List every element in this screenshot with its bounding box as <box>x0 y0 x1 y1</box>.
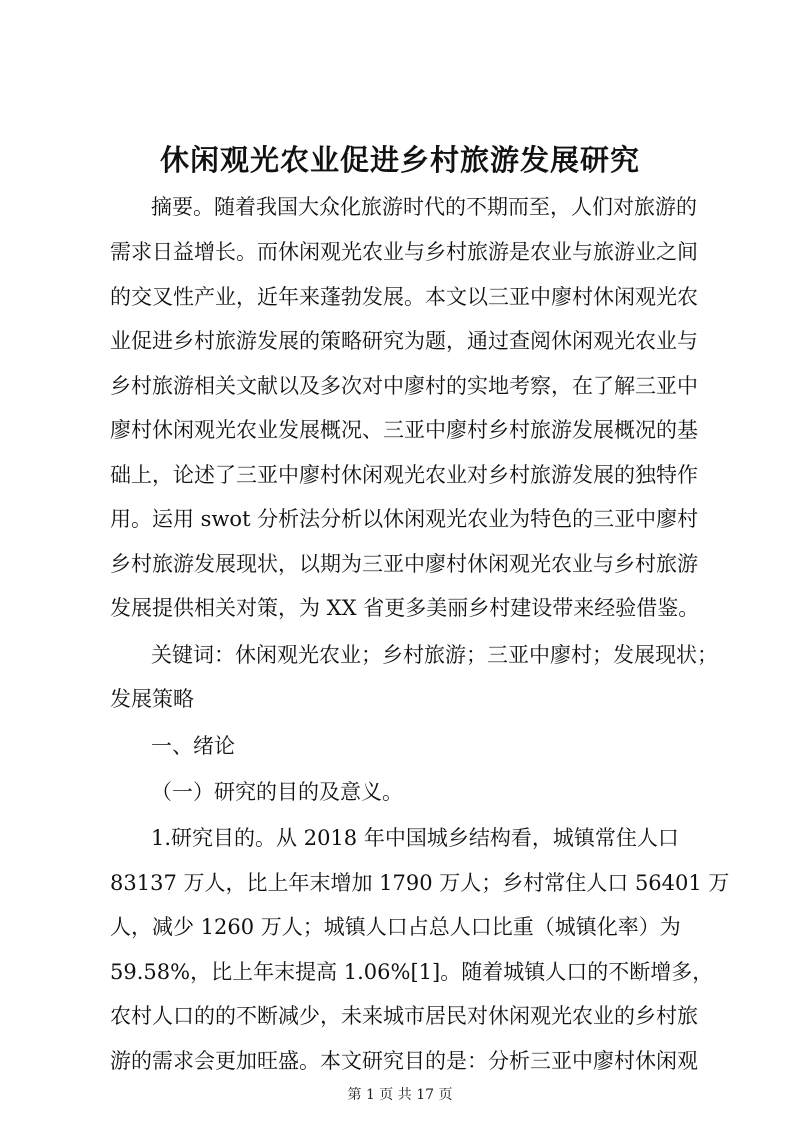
abstract-line: 乡村旅游发展现状，以期为三亚中廖村休闲观光农业与乡村旅游 <box>110 552 698 576</box>
keywords-line: 关键词：休闲观光农业；乡村旅游；三亚中廖村；发展现状； <box>151 643 718 667</box>
page-footer: 第 1 页 共 17 页 <box>347 1087 453 1103</box>
abstract-line: 廖村休闲观光农业发展概况、三亚中廖村乡村旅游发展概况的基 <box>110 418 698 442</box>
body-line: 83137 万人，比上年末增加 1790 万人；乡村常住人口 56401 万 <box>110 871 730 895</box>
abstract-line: 础上，论述了三亚中廖村休闲观光农业对乡村旅游发展的独特作 <box>110 463 698 487</box>
body-line: 人，减少 1260 万人；城镇人口占总人口比重（城镇化率）为 <box>110 915 681 939</box>
abstract-line: 用。运用 swot 分析法分析以休闲观光农业为特色的三亚中廖村 <box>110 507 699 531</box>
abstract-line: 摘要。随着我国大众化旅游时代的不期而至，人们对旅游的 <box>151 195 697 219</box>
abstract-line: 需求日益增长。而休闲观光农业与乡村旅游是农业与旅游业之间 <box>110 240 698 264</box>
body-line: 1.研究目的。从 2018 年中国城乡结构看，城镇常住人口 <box>151 826 679 850</box>
body-line: 59.58%，比上年末提高 1.06%[1]。随着城镇人口的不断增多， <box>110 960 714 984</box>
abstract-line: 乡村旅游相关文献以及多次对中廖村的实地考察，在了解三亚中 <box>110 374 698 398</box>
subsection-heading: （一）研究的目的及意义。 <box>151 780 403 804</box>
abstract-line: 业促进乡村旅游发展的策略研究为题，通过查阅休闲观光农业与 <box>110 329 698 353</box>
body-line: 游的需求会更加旺盛。本文研究目的是：分析三亚中廖村休闲观 <box>110 1049 698 1073</box>
section-heading: 一、绪论 <box>151 734 235 758</box>
keywords-line: 发展策略 <box>110 687 194 711</box>
abstract-line: 发展提供相关对策，为 XX 省更多美丽乡村建设带来经验借鉴。 <box>110 596 700 620</box>
abstract-line: 的交叉性产业，近年来蓬勃发展。本文以三亚中廖村休闲观光农 <box>110 285 698 309</box>
document-title: 休闲观光农业促进乡村旅游发展研究 <box>159 143 640 177</box>
body-line: 农村人口的的不断减少，未来城市居民对休闲观光农业的乡村旅 <box>110 1004 698 1028</box>
